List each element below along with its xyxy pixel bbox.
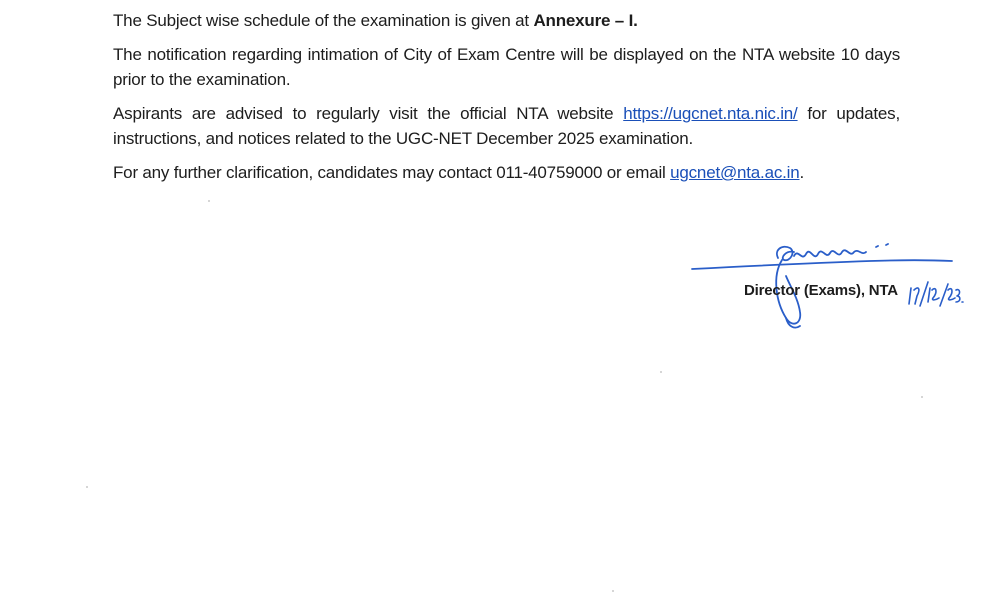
schedule-text: The Subject wise schedule of the examination is given at bbox=[113, 11, 534, 30]
notice-body bbox=[113, 8, 900, 194]
signature-block bbox=[690, 236, 980, 336]
scan-speck bbox=[86, 486, 88, 488]
signatory-designation: Director (Exams), NTA bbox=[744, 282, 898, 299]
city-intimation-paragraph bbox=[113, 42, 900, 92]
website-text-after: for updates, instructions, and notices related to the UGC-NET December 2025 examination. bbox=[113, 104, 900, 148]
annexure-reference: Annexure – I. bbox=[533, 11, 638, 30]
scan-speck bbox=[660, 371, 662, 373]
website-paragraph bbox=[113, 101, 900, 151]
scan-speck bbox=[612, 590, 614, 592]
handwritten-date bbox=[906, 278, 966, 310]
contact-paragraph bbox=[113, 160, 900, 185]
schedule-paragraph bbox=[113, 8, 900, 33]
nta-website-link[interactable]: https://ugcnet.nta.nic.in/ bbox=[623, 104, 798, 123]
contact-text-after: . bbox=[799, 163, 805, 182]
scan-speck bbox=[921, 396, 923, 398]
city-intimation-text: The notification regarding intimation of City of Exam Centre will be displayed on the NTA website 10 days prior to the examination. bbox=[113, 45, 900, 89]
email-link[interactable]: ugcnet@nta.ac.in bbox=[670, 163, 800, 182]
contact-text-before: For any further clarification, candidates may contact 011-40759000 or email bbox=[113, 163, 671, 182]
website-text-before: Aspirants are advised to regularly visit the official NTA website bbox=[113, 104, 624, 123]
scan-speck bbox=[208, 200, 210, 202]
